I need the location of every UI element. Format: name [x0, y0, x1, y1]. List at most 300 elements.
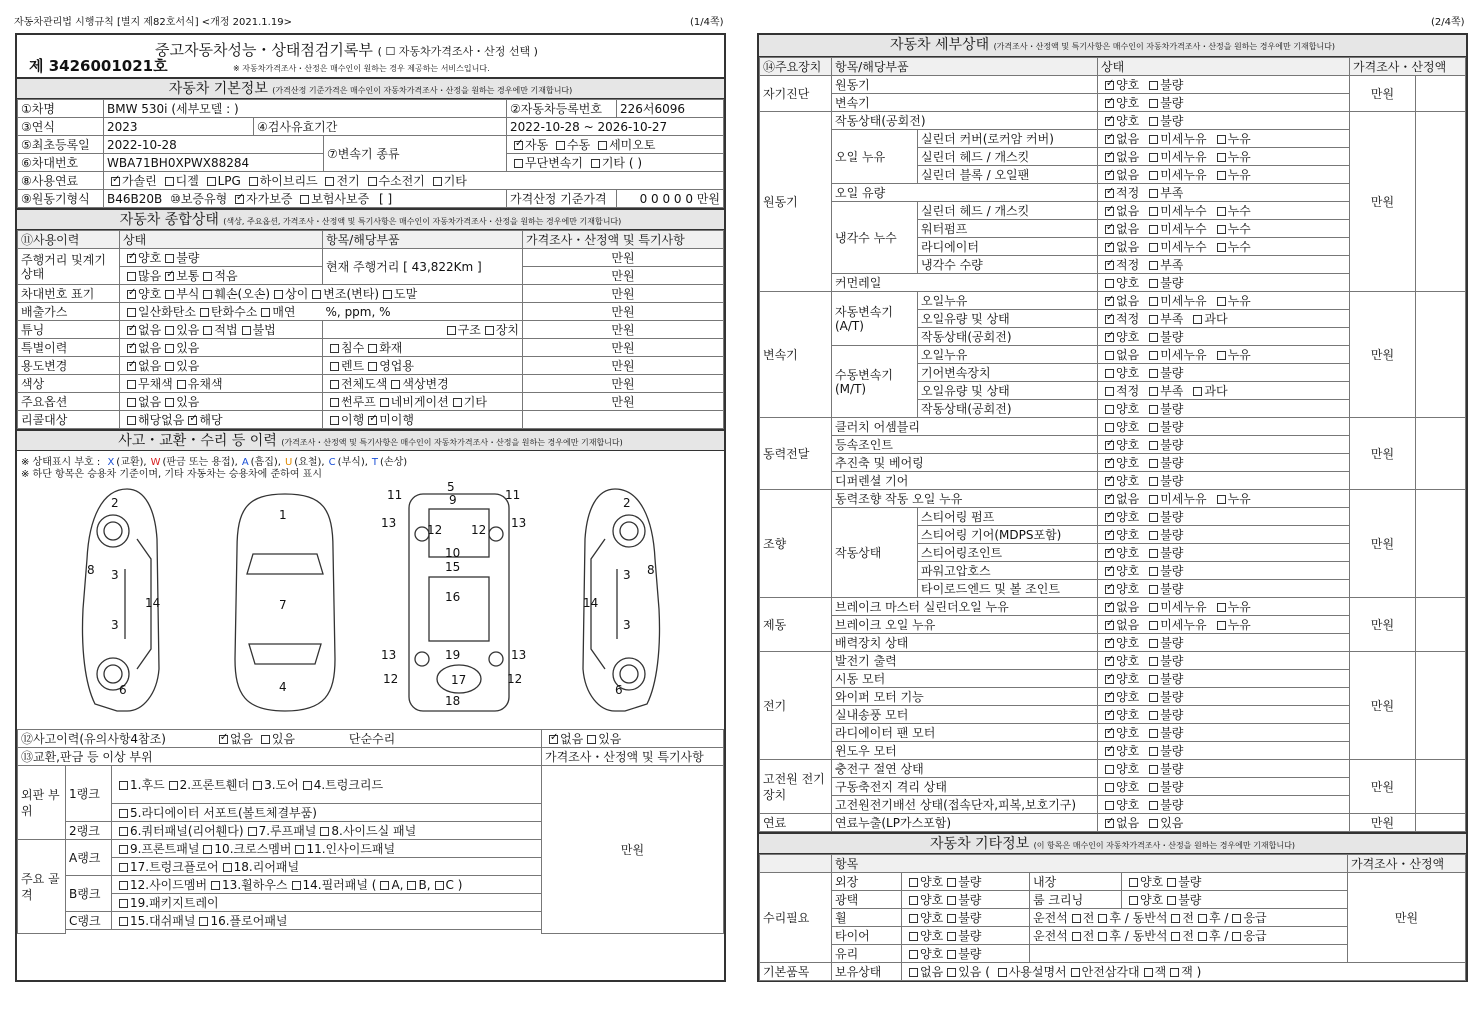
checkbox[interactable] — [556, 141, 565, 150]
checkbox[interactable] — [127, 308, 136, 317]
svg-text:6: 6 — [615, 683, 623, 697]
checkbox[interactable] — [1071, 968, 1080, 977]
detail-group: 원동기 — [760, 112, 832, 292]
checkbox[interactable] — [1149, 369, 1158, 378]
checkbox[interactable] — [1105, 711, 1114, 720]
simple-repair-opts: ✓ 없음 있음 — [542, 730, 724, 748]
overall-status-table: ⑪사용이력 상태 항목/해당부품 가격조사・산정액 및 특기사항 주행거리 및계기상태 ✓양호 불량 현재 주행거리 [ 43,822Km ] 만원 많음✓ 보통 적음 만원 차대번호 표기 ✓ 양호 부식 훼손(오손) 상이 변조(변타) 도말 만원 배출가스 일산화탄소 탄화수소 매연 %, ppm, % 만원 튜닝 ✓ 없음 있음 적법 불법 구조 장치 만원 특별이력 ✓ 없음 있음 침수 화재 만원 용도변경 ✓ 없음 있음 렌트 영업용 만원 색상 무채색 유채색 전체도색 색상변경 만원 주요옵션 없음 있음 썬루프 네비게이션 기타 만원 리콜대상 해당없음✓ 해당 이행✓ 미이행 — [17, 230, 724, 429]
svg-text:3: 3 — [623, 568, 631, 582]
checkbox[interactable] — [165, 254, 174, 263]
basic-info-bar: 자동차 기본정보 (가격산정 기준가격은 매수인이 자동차가격조사・산정을 원하는 경우에만 기재합니다) — [17, 77, 724, 99]
checkbox[interactable] — [1149, 675, 1158, 684]
checkbox[interactable] — [1105, 819, 1114, 828]
checkbox[interactable] — [223, 863, 232, 872]
checkbox[interactable] — [1105, 207, 1114, 216]
checkbox[interactable] — [1170, 968, 1179, 977]
checkbox[interactable] — [127, 272, 136, 281]
base-price: 0 0 0 0 0 만원 — [617, 190, 724, 208]
car-diagram — [17, 479, 724, 729]
checkbox[interactable] — [1149, 441, 1158, 450]
checkbox[interactable] — [909, 968, 918, 977]
detail-item: 변속기 — [832, 94, 1098, 112]
detail-status: ✓ 양호 불량 — [1098, 742, 1350, 760]
checkbox[interactable] — [127, 362, 136, 371]
checkbox[interactable] — [1217, 603, 1226, 612]
checkbox[interactable] — [587, 735, 596, 744]
checkbox[interactable] — [1105, 747, 1114, 756]
detail-status: 양호 불량 — [1098, 400, 1350, 418]
checkbox[interactable] — [1105, 801, 1114, 810]
checkbox[interactable] — [1105, 531, 1114, 540]
detail-status: ✓ 양호 불량 — [1098, 436, 1350, 454]
checkbox[interactable] — [947, 968, 956, 977]
checkbox[interactable] — [1105, 171, 1114, 180]
checkbox[interactable] — [380, 881, 389, 890]
overall-status-bar: 자동차 종합상태 (색상, 주요옵션, 가격조사・산정액 및 특기사항은 매수인이 자동차가격조사・산정을 원하는 경우에만 기재합니다) — [17, 208, 724, 230]
checkbox[interactable] — [514, 141, 523, 150]
detail-item: 발전기 출력 — [832, 652, 1098, 670]
checkbox[interactable] — [1072, 932, 1081, 941]
checkbox[interactable] — [1217, 297, 1226, 306]
checkbox[interactable] — [485, 326, 494, 335]
checkbox[interactable] — [1129, 878, 1138, 887]
checkbox[interactable] — [119, 863, 128, 872]
checkbox[interactable] — [119, 881, 128, 890]
svg-text:3: 3 — [623, 618, 631, 632]
checkbox[interactable] — [325, 177, 334, 186]
checkbox[interactable] — [119, 809, 128, 818]
detail-subitem: 스티어링조인트 — [918, 544, 1098, 562]
checkbox[interactable] — [1149, 549, 1158, 558]
checkbox[interactable] — [127, 416, 136, 425]
checkbox[interactable] — [1105, 243, 1114, 252]
checkbox[interactable] — [1149, 585, 1158, 594]
checkbox[interactable] — [303, 781, 312, 790]
checkbox[interactable] — [330, 344, 339, 353]
checkbox[interactable] — [391, 380, 400, 389]
checkbox[interactable] — [1149, 189, 1158, 198]
checkbox[interactable] — [1149, 315, 1158, 324]
detail-subitem: 파워고압호스 — [918, 562, 1098, 580]
checkbox[interactable] — [1149, 99, 1158, 108]
checkbox[interactable] — [188, 416, 197, 425]
right-frame — [757, 33, 1468, 982]
checkbox[interactable] — [1217, 351, 1226, 360]
checkbox[interactable] — [111, 177, 120, 186]
detail-price: 만원 — [1350, 760, 1416, 814]
checkbox[interactable] — [165, 362, 174, 371]
checkbox[interactable] — [1217, 495, 1226, 504]
checkbox[interactable] — [1217, 243, 1226, 252]
detail-status: ✓ 없음 미세누유 누유 — [1098, 490, 1350, 508]
legend-label: (교환), — [116, 457, 147, 468]
detail-group: 동력전달 — [760, 418, 832, 490]
checkbox[interactable] — [1167, 896, 1176, 905]
detail-subitem: 오일누유 — [918, 346, 1098, 364]
checkbox[interactable] — [1149, 459, 1158, 468]
svg-text:4: 4 — [279, 680, 287, 694]
checkbox[interactable] — [1149, 423, 1158, 432]
checkbox[interactable] — [219, 735, 228, 744]
checkbox[interactable] — [261, 308, 270, 317]
checkbox[interactable] — [368, 362, 377, 371]
detail-item: 동력조향 작동 오일 누유 — [832, 490, 1098, 508]
detail-row — [760, 490, 1466, 508]
checkbox[interactable] — [1171, 914, 1180, 923]
checkbox[interactable] — [1149, 747, 1158, 756]
checkbox[interactable] — [249, 177, 258, 186]
legend-label: (판금 또는 용접), — [162, 457, 238, 468]
checkbox[interactable] — [1105, 189, 1114, 198]
checkbox[interactable] — [127, 326, 136, 335]
emission-opts: 일산화탄소 탄화수소 매연 %, ppm, % — [120, 303, 523, 321]
checkbox[interactable] — [165, 326, 174, 335]
detail-subitem: 냉각수 수량 — [918, 256, 1098, 274]
checkbox[interactable] — [253, 781, 262, 790]
checkbox[interactable] — [1149, 261, 1158, 270]
checkbox[interactable] — [1149, 711, 1158, 720]
car-name: BMW 530i (세부모델 : ) — [104, 100, 507, 118]
checkbox[interactable] — [1105, 387, 1114, 396]
legend-label: (흠집), — [250, 457, 281, 468]
checkbox[interactable] — [330, 416, 339, 425]
checkbox[interactable] — [909, 950, 918, 959]
checkbox[interactable] — [909, 896, 918, 905]
svg-text:5: 5 — [447, 480, 455, 494]
detail-status: 양호 불량 — [1098, 364, 1350, 382]
detail-status: 없음 미세누유 누유 — [1098, 346, 1350, 364]
checkbox[interactable] — [248, 827, 257, 836]
checkbox[interactable] — [909, 932, 918, 941]
svg-text:13: 13 — [381, 648, 397, 662]
checkbox[interactable] — [1105, 585, 1114, 594]
checkbox[interactable] — [1149, 513, 1158, 522]
svg-text:13: 13 — [511, 516, 527, 530]
legend-code: X — [107, 457, 115, 468]
checkbox[interactable] — [1232, 914, 1241, 923]
checkbox[interactable] — [1105, 567, 1114, 576]
checkbox[interactable] — [1149, 603, 1158, 612]
other-info-table: 항목 가격조사・산정액 수리필요 외장 양호 불량 내장 양호 불량 만원 광택 양호 불량 룸 크리닝 양호 불량 휠 양호 불량 운전석 전 후 / 동반석 전 후 / 응급 타이어 양호 불량 운전석 전 후 / 동반석 전 후 / 응급 유리 양호 불량 기본품목 보유상태 없음 있음 ( 사용설명서 안전삼각대 잭 잭 ) — [759, 854, 1466, 981]
checkbox[interactable] — [1105, 657, 1114, 666]
checkbox[interactable] — [203, 272, 212, 281]
checkbox[interactable] — [549, 735, 558, 744]
checkbox[interactable] — [274, 290, 283, 299]
checkbox[interactable] — [909, 878, 918, 887]
checkbox[interactable] — [119, 899, 128, 908]
detail-item: 원동기 — [832, 76, 1098, 94]
checkbox[interactable] — [119, 827, 128, 836]
checkbox[interactable] — [1105, 423, 1114, 432]
checkbox[interactable] — [1149, 351, 1158, 360]
checkbox[interactable] — [1072, 914, 1081, 923]
checkbox[interactable] — [368, 177, 377, 186]
checkbox[interactable] — [165, 344, 174, 353]
checkbox[interactable] — [1232, 932, 1241, 941]
svg-text:8: 8 — [647, 563, 655, 577]
checkbox[interactable] — [203, 845, 212, 854]
checkbox[interactable] — [203, 290, 212, 299]
checkbox[interactable] — [453, 398, 462, 407]
detail-item: 시동 모터 — [832, 670, 1098, 688]
checkbox[interactable] — [1149, 765, 1158, 774]
checkbox[interactable] — [330, 362, 339, 371]
checkbox[interactable] — [1105, 495, 1114, 504]
checkbox[interactable] — [235, 195, 244, 204]
checkbox[interactable] — [1105, 279, 1114, 288]
checkbox[interactable] — [1105, 81, 1114, 90]
accident-parts-table: ⑫사고이력(유의사항4참조) ✓ 없음 있음 단순수리 ✓ 없음 있음 ⑬교환,판금 등 이상 부위 가격조사・산정액 및 특기사항 외판 부위 1랭크 1.후드 2.프론트휀더 3.도어 4.트렁크리드 만원 5.라디에이터 서포트(볼트체결부품) 2랭크 6.쿼터패널(리어휀다) 7.루프패널 8.사이드실 패널 주요 골격 A랭크 9.프론트패널 10.크로스멤버 11.인사이드패널 17.트렁크플로어 18.리어패널 B랭크 12.사이드멤버 13.휠하우스 14.필러패널 ( A, B, C ) 19.패키지트레이 C랭크 15.대쉬패널 16.플로어패널 — [17, 729, 724, 934]
checkbox[interactable] — [165, 290, 174, 299]
checkbox[interactable] — [1105, 783, 1114, 792]
checkbox[interactable] — [242, 326, 251, 335]
checkbox[interactable] — [261, 735, 270, 744]
checkbox[interactable] — [1149, 477, 1158, 486]
checkbox[interactable] — [119, 845, 128, 854]
checkbox[interactable] — [1149, 495, 1158, 504]
checkbox[interactable] — [1105, 603, 1114, 612]
svg-text:17: 17 — [451, 673, 467, 687]
checkbox[interactable] — [380, 398, 389, 407]
checkbox[interactable] — [1217, 153, 1226, 162]
checkbox[interactable] — [1149, 639, 1158, 648]
checkbox[interactable] — [598, 141, 607, 150]
svg-text:2: 2 — [623, 496, 631, 510]
checkbox[interactable] — [292, 881, 301, 890]
current-mileage: 현재 주행거리 [ 43,822Km ] — [323, 249, 523, 285]
checkbox[interactable] — [1171, 932, 1180, 941]
checkbox[interactable] — [1105, 225, 1114, 234]
checkbox[interactable] — [1149, 819, 1158, 828]
checkbox[interactable] — [1105, 315, 1114, 324]
legend-label: (부식), — [337, 457, 368, 468]
checkbox[interactable] — [1193, 387, 1202, 396]
checkbox[interactable] — [407, 881, 416, 890]
status-legend: ※ 상태표시 부호 : X (교환), W (판금 또는 용접), A (흠집), U (요철), C (부식), T (손상) — [21, 457, 408, 468]
checkbox[interactable] — [1149, 135, 1158, 144]
detail-status: 양호 불량 — [1098, 796, 1350, 814]
doc-number: 제 3426001021호 — [29, 57, 168, 75]
checkbox[interactable] — [368, 344, 377, 353]
checkbox[interactable] — [1144, 968, 1153, 977]
checkbox[interactable] — [1217, 207, 1226, 216]
checkbox[interactable] — [119, 781, 128, 790]
checkbox[interactable] — [1105, 441, 1114, 450]
checkbox[interactable] — [312, 290, 321, 299]
checkbox[interactable] — [1098, 914, 1107, 923]
checkbox[interactable] — [1105, 351, 1114, 360]
title-block — [17, 35, 724, 77]
checkbox[interactable] — [1149, 657, 1158, 666]
checkbox[interactable] — [1098, 932, 1107, 941]
checkbox[interactable] — [1149, 621, 1158, 630]
legend-label: (요철), — [294, 457, 325, 468]
checkbox[interactable] — [320, 827, 329, 836]
checkbox[interactable] — [1105, 729, 1114, 738]
checkbox[interactable] — [947, 878, 956, 887]
checkbox[interactable] — [119, 917, 128, 926]
checkbox[interactable] — [165, 398, 174, 407]
checkbox[interactable] — [1105, 693, 1114, 702]
right-page — [741, 0, 1483, 1011]
svg-text:11: 11 — [387, 488, 403, 502]
checkbox[interactable] — [1149, 693, 1158, 702]
detail-status: 적정 부족 과다 — [1098, 382, 1350, 400]
checkbox[interactable] — [1105, 549, 1114, 558]
checkbox[interactable] — [300, 195, 309, 204]
checkbox[interactable] — [127, 380, 136, 389]
checkbox[interactable] — [295, 845, 304, 854]
detail-price: 만원 — [1350, 112, 1416, 292]
checkbox[interactable] — [207, 177, 216, 186]
detail-status: ✓ 적정 부족 — [1098, 256, 1350, 274]
detail-price: 만원 — [1350, 292, 1416, 418]
detail-status: ✓ 양호 불량 — [1098, 526, 1350, 544]
detail-status: ✓ 없음 미세누수 누수 — [1098, 202, 1350, 220]
checkbox[interactable] — [330, 380, 339, 389]
checkbox[interactable] — [1149, 171, 1158, 180]
detail-group: 자기진단 — [760, 76, 832, 112]
checkbox[interactable] — [1149, 297, 1158, 306]
checkbox[interactable] — [909, 914, 918, 923]
checkbox[interactable] — [1149, 387, 1158, 396]
checkbox[interactable] — [998, 968, 1007, 977]
checkbox[interactable] — [1105, 513, 1114, 522]
checkbox[interactable] — [200, 308, 209, 317]
checkbox[interactable] — [1105, 459, 1114, 468]
checkbox[interactable] — [1149, 279, 1158, 288]
checkbox[interactable] — [1105, 621, 1114, 630]
checkbox[interactable] — [1198, 914, 1207, 923]
checkbox[interactable] — [211, 881, 220, 890]
checkbox[interactable] — [1149, 225, 1158, 234]
checkbox[interactable] — [433, 177, 442, 186]
checkbox[interactable] — [1149, 117, 1158, 126]
svg-text:14: 14 — [145, 596, 161, 610]
detail-status: ✓ 없음 미세누유 누유 — [1098, 166, 1350, 184]
checkbox[interactable] — [1149, 801, 1158, 810]
checkbox[interactable] — [1149, 531, 1158, 540]
checkbox[interactable] — [1105, 477, 1114, 486]
detail-item: 실내송풍 모터 — [832, 706, 1098, 724]
checkbox[interactable] — [127, 344, 136, 353]
checkbox[interactable] — [1149, 333, 1158, 342]
checkbox[interactable] — [177, 380, 186, 389]
checkbox[interactable] — [383, 290, 392, 299]
detail-item: 오일 누유 — [832, 130, 918, 184]
reg-number: 226서6096 — [617, 100, 724, 118]
checkbox[interactable] — [1217, 135, 1226, 144]
tuning-opts-2: 구조 장치 — [323, 321, 523, 339]
other-info-bar: 자동차 기타정보 (이 항목은 매수인이 자동차가격조사・산정을 원하는 경우에만 기재합니다) — [759, 832, 1466, 854]
checkbox[interactable] — [165, 177, 174, 186]
svg-text:12: 12 — [383, 672, 399, 686]
detail-item: 고전원전기배선 상태(접속단자,피복,보호기구) — [832, 796, 1098, 814]
engine-warranty: B46B20B ⑩보증유형 ✓ 자가보증 보험사보증 [ ] — [104, 190, 507, 208]
detail-row — [760, 814, 1466, 832]
checkbox[interactable] — [1149, 729, 1158, 738]
checkbox[interactable] — [1105, 333, 1114, 342]
checkbox[interactable] — [1105, 153, 1114, 162]
checkbox[interactable] — [1129, 896, 1138, 905]
checkbox[interactable] — [1149, 153, 1158, 162]
checkbox[interactable] — [514, 159, 523, 168]
detail-price: 만원 — [1350, 490, 1416, 598]
checkbox[interactable] — [1149, 207, 1158, 216]
detail-subitem: 오일유량 및 상태 — [918, 310, 1098, 328]
detail-status: ✓ 양호 불량 — [1098, 76, 1350, 94]
checkbox[interactable] — [1149, 567, 1158, 576]
checkbox[interactable] — [947, 932, 956, 941]
checkbox[interactable] — [435, 881, 444, 890]
svg-text:2: 2 — [111, 496, 119, 510]
detail-status: ✓ 양호 불량 — [1098, 472, 1350, 490]
svg-text:19: 19 — [445, 648, 461, 662]
checkbox[interactable] — [1167, 878, 1176, 887]
checkbox[interactable] — [127, 398, 136, 407]
detail-subitem: 라디에이터 — [918, 238, 1098, 256]
svg-text:14: 14 — [583, 596, 599, 610]
detail-status: ✓ 양호 불량 — [1098, 724, 1350, 742]
checkbox[interactable] — [1105, 675, 1114, 684]
detail-item: 수동변속기 (M/T) — [832, 346, 918, 418]
checkbox[interactable] — [947, 896, 956, 905]
checkbox[interactable] — [591, 159, 600, 168]
checkbox[interactable] — [203, 326, 212, 335]
checkbox[interactable] — [165, 272, 174, 281]
inspection-validity: 2022-10-28 ~ 2026-10-27 — [507, 118, 724, 136]
detail-item: 디퍼렌셜 기어 — [832, 472, 1098, 490]
legend-label: (손상) — [380, 457, 408, 468]
checkbox[interactable] — [1105, 117, 1114, 126]
checkbox[interactable] — [330, 398, 339, 407]
detail-row — [760, 760, 1466, 778]
detail-status: ✓ 적정 부족 과다 — [1098, 310, 1350, 328]
checkbox[interactable] — [947, 950, 956, 959]
checkbox[interactable] — [1193, 315, 1202, 324]
checkbox[interactable] — [1217, 171, 1226, 180]
checkbox[interactable] — [1198, 932, 1207, 941]
detail-status: ✓ 양호 불량 — [1098, 634, 1350, 652]
checkbox[interactable] — [1105, 369, 1114, 378]
checkbox[interactable] — [1105, 261, 1114, 270]
checkbox[interactable] — [1105, 99, 1114, 108]
label-reg-number: ②자동차등록번호 — [507, 100, 617, 118]
checkbox[interactable] — [447, 326, 456, 335]
checkbox[interactable] — [1105, 135, 1114, 144]
checkbox[interactable] — [1149, 405, 1158, 414]
checkbox[interactable] — [1105, 765, 1114, 774]
checkbox[interactable] — [368, 416, 377, 425]
checkbox[interactable] — [1105, 405, 1114, 414]
checkbox[interactable] — [169, 781, 178, 790]
checkbox[interactable] — [127, 254, 136, 263]
checkbox[interactable] — [1149, 243, 1158, 252]
checkbox[interactable] — [1217, 621, 1226, 630]
detail-subitem: 스티어링 펌프 — [918, 508, 1098, 526]
checkbox[interactable] — [947, 914, 956, 923]
detail-row — [760, 76, 1466, 94]
svg-text:1: 1 — [279, 508, 287, 522]
checkbox[interactable] — [1217, 225, 1226, 234]
detail-status: ✓ 없음 미세누수 누수 — [1098, 220, 1350, 238]
checkbox[interactable] — [1105, 639, 1114, 648]
checkbox[interactable] — [199, 917, 208, 926]
checkbox[interactable] — [127, 290, 136, 299]
checkbox[interactable] — [1105, 297, 1114, 306]
checkbox[interactable] — [1149, 81, 1158, 90]
checkbox[interactable] — [1149, 783, 1158, 792]
